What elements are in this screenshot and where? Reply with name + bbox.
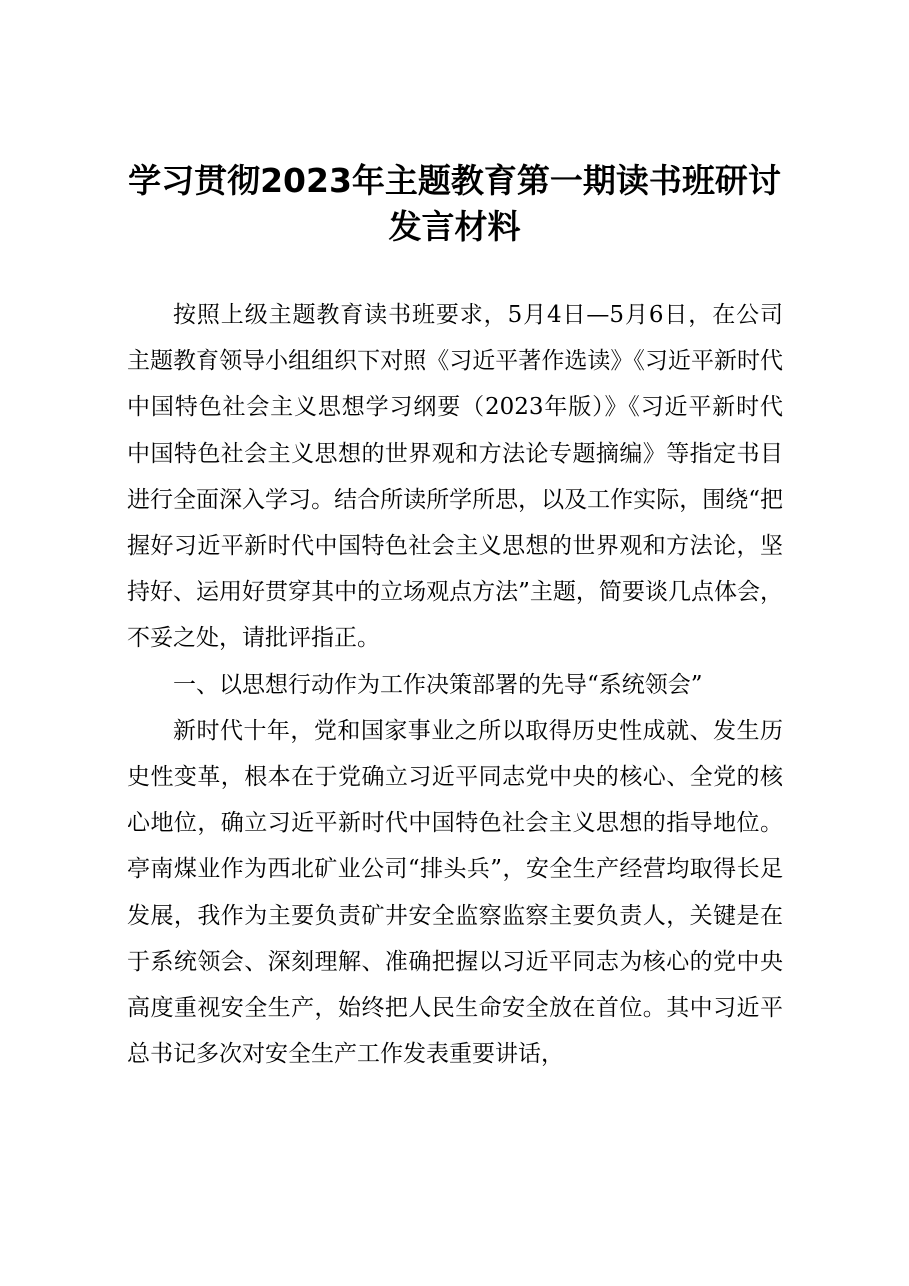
title-line-1: 学习贯彻2023年主题教育第一期读书班研讨 (128, 161, 781, 200)
document-title (100, 158, 809, 250)
document-body (127, 292, 783, 1077)
title-line-2: 发言材料 (388, 207, 521, 246)
section-heading-1: 一、以思想行动作为工作决策部署的先导“系统领会” (173, 671, 703, 698)
paragraph-intro: 按照上级主题教育读书班要求，5月4日—5月6日，在公司主题教育领导小组组织下对照《习近平著作选读》《习近平新时代中国特色社会主义思想学习纲要（2023年版）》《习近平新时代中国特色社会主义思想的世界观和方法论专题摘编》等指定书目进行全面深入学习。结合所读所学所思，以及工作实际，围绕“把握好习近平新时代中国特色社会主义思想的世界观和方法论，坚持好、运用好贯穿其中的立场观点方法”主题，简要谈几点体会，不妥之处，请批评指正。 (127, 302, 783, 652)
paragraph-section-1: 新时代十年，党和国家事业之所以取得历史性成就、发生历史性变革，根本在于党确立习近平同志党中央的核心、全党的核心地位，确立习近平新时代中国特色社会主义思想的指导地位。亭南煤业作为西北矿业公司“排头兵”，安全生产经营均取得长足发展，我作为主要负责矿井安全监察监察主要负责人，关键是在于系统领会、深刻理解、准确把握以习近平同志为核心的党中央高度重视安全生产，始终把人民生命安全放在首位。其中习近平总书记多次对安全生产工作发表重要讲话， (127, 717, 783, 1068)
